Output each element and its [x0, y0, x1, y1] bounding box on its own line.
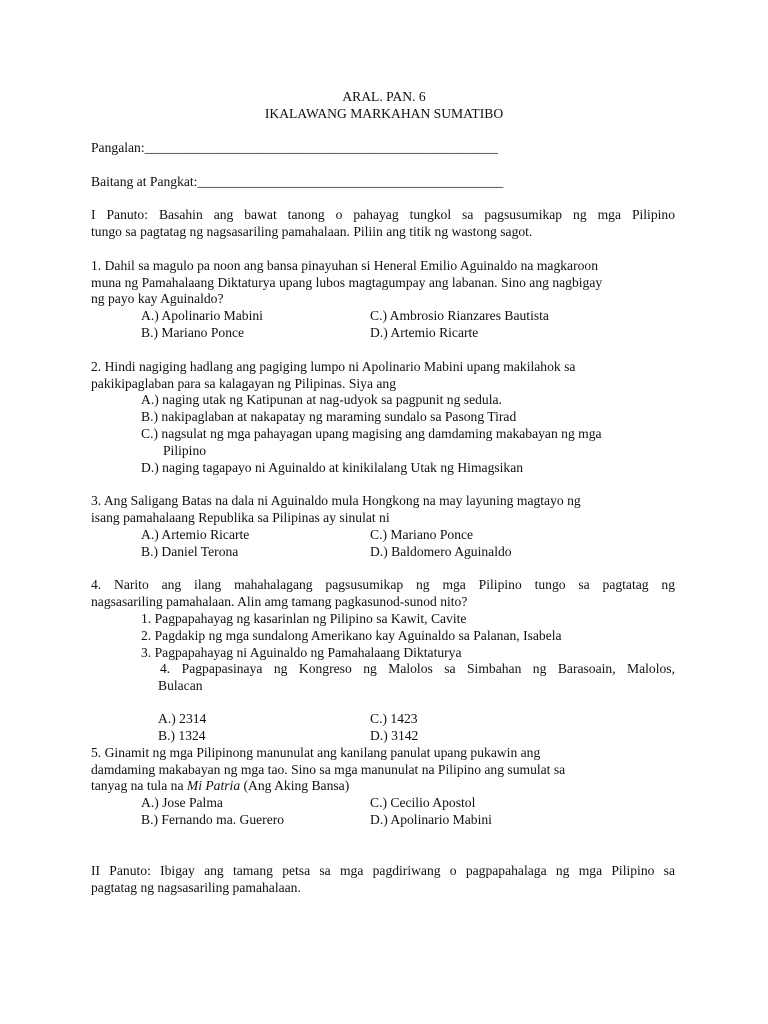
- q2-choice-d: D.) naging tagapayo ni Aguinaldo at kinikilalang Utak ng Himagsikan: [141, 460, 524, 475]
- q5-choice-a: A.) Jose Palma: [141, 795, 223, 810]
- q2-text-line2: pakikipaglaban para sa kalagayan ng Pilipinas. Siya ang: [91, 376, 397, 391]
- q5-choice-b: B.) Fernando ma. Guerero: [141, 812, 285, 827]
- q5-text-line3: [91, 777, 349, 794]
- q3-choice-c: C.) Mariano Ponce: [370, 527, 474, 542]
- q4-item-1: 1. Pagpapahayag ng kasarinlan ng Pilipino sa Kawit, Cavite: [141, 611, 467, 626]
- q2-choice-c-line2: Pilipino: [163, 443, 207, 458]
- q4-text-line1: 4. Narito ang ilang mahahalagang pagsusumikap ng mga Pilipino tungo sa pagtatag ng: [91, 577, 675, 592]
- q1-choice-d: D.) Artemio Ricarte: [370, 325, 479, 340]
- q4-item-4-line1: 4. Pagpapasinaya ng Kongreso ng Malolos sa Simbahan ng Barasoain, Malolos,: [160, 661, 675, 676]
- q1-text-line3: ng payo kay Aguinaldo?: [91, 291, 224, 306]
- q1-choice-a: A.) Apolinario Mabini: [141, 308, 263, 323]
- name-field: Pangalan:____________________________________________________: [91, 140, 499, 155]
- q4-text-line2: nagsasariling pamahalaan. Alin amg tamang pagkasunod-sunod nito?: [91, 594, 468, 609]
- grade-section-field: Baitang at Pangkat:_____________________________________________: [91, 174, 504, 189]
- q3-text-line2: isang pamahalaang Republika sa Pilipinas ay sinulat ni: [91, 510, 390, 525]
- q2-text-line1: 2. Hindi nagiging hadlang ang pagiging lumpo ni Apolinario Mabini upang makilahok sa: [91, 359, 576, 374]
- q5-text-line1: 5. Ginamit ng mga Pilipinong manunulat ang kanilang panulat upang pukawin ang: [91, 745, 541, 760]
- q3-choice-b: B.) Daniel Terona: [141, 544, 239, 559]
- q3-choice-d: D.) Baldomero Aguinaldo: [370, 544, 512, 559]
- exam-title: IKALAWANG MARKAHAN SUMATIBO: [264, 106, 504, 121]
- q5-text-line2: damdaming makabayan ng mga tao. Sino sa mga manunulat na Pilipino ang sumulat sa: [91, 762, 566, 777]
- part2-instructions-line2: pagtatag ng nagsasariling pamahalaan.: [91, 880, 301, 895]
- subject-heading: ARAL. PAN. 6: [342, 89, 426, 104]
- q5-text-line3-post: (Ang Aking Bansa): [240, 778, 350, 793]
- q4-choice-d: D.) 3142: [370, 728, 419, 743]
- q4-item-2: 2. Pagdakip ng mga sundalong Amerikano kay Aguinaldo sa Palanan, Isabela: [141, 628, 562, 643]
- q4-choice-c: C.) 1423: [370, 711, 418, 726]
- q2-choice-a: A.) naging utak ng Katipunan at nag-udyok sa pagpunit ng sedula.: [141, 392, 502, 407]
- part2-instructions-line1: II Panuto: Ibigay ang tamang petsa sa mga pagdiriwang o pagpapahalaga ng mga Pilipino sa: [91, 863, 675, 878]
- q3-choice-a: A.) Artemio Ricarte: [141, 527, 250, 542]
- q4-choice-b: B.) 1324: [158, 728, 206, 743]
- q5-choice-c: C.) Cecilio Apostol: [370, 795, 476, 810]
- q2-choice-b: B.) nakipaglaban at nakapatay ng maraming sundalo sa Pasong Tirad: [141, 409, 517, 424]
- part1-instructions-line1: I Panuto: Basahin ang bawat tanong o pahayag tungkol sa pagsusumikap ng mga Pilipino: [91, 207, 675, 222]
- q3-text-line1: 3. Ang Saligang Batas na dala ni Aguinaldo mula Hongkong na may layuning magtayo ng: [91, 493, 581, 508]
- part1-instructions-line2: tungo sa pagtatag ng nagsasariling pamahalaan. Piliin ang titik ng wastong sagot.: [91, 224, 533, 239]
- q1-text-line2: muna ng Pamahalaang Diktaturya upang lubos magtagumpay ang labanan. Sino ang nagbigay: [91, 275, 603, 290]
- q1-text-line1: 1. Dahil sa magulo pa noon ang bansa pinayuhan si Heneral Emilio Aguinaldo na magkaroon: [91, 258, 599, 273]
- q5-poem-title: Mi Patria: [186, 778, 241, 793]
- q4-item-4-line2: Bulacan: [158, 678, 203, 693]
- q4-choice-a: A.) 2314: [158, 711, 207, 726]
- q1-choice-b: B.) Mariano Ponce: [141, 325, 245, 340]
- q4-item-3: 3. Pagpapahayag ni Aguinaldo ng Pamahalaang Diktaturya: [141, 645, 462, 660]
- q2-choice-c-line1: C.) nagsulat ng mga pahayagan upang magising ang damdaming makabayan ng mga: [141, 426, 602, 441]
- q5-text-line3-pre: tanyag na tula na: [91, 778, 187, 793]
- q5-choice-d: D.) Apolinario Mabini: [370, 812, 492, 827]
- q1-choice-c: C.) Ambrosio Rianzares Bautista: [370, 308, 549, 323]
